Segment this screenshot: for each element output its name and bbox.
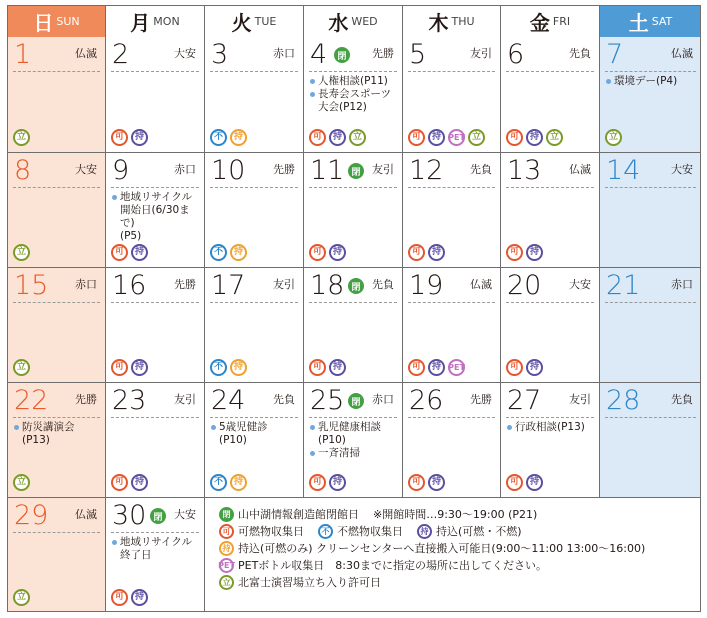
rokuyo-label: 友引 [569, 393, 591, 406]
burnable-icon: 可 [111, 474, 128, 491]
pet-bottle-icon: PET [219, 558, 234, 573]
day-cell[interactable] [106, 498, 205, 612]
day-number: 25 [310, 385, 345, 416]
collection-icons [13, 589, 30, 606]
bring-in-burnable-icon: 持 [230, 359, 247, 376]
rokuyo-label: 赤口 [174, 163, 196, 176]
weekday-header-wed [304, 6, 403, 37]
divider [506, 71, 594, 72]
rokuyo-label: 大安 [174, 47, 196, 60]
entry-permitted-icon: 立 [349, 129, 366, 146]
divider [506, 187, 594, 188]
collection-icons [309, 129, 366, 146]
legend-mochi: 持込(可燃・不燃) [436, 525, 522, 538]
collection-icons [309, 244, 346, 261]
rokuyo-label: 先勝 [273, 163, 295, 176]
event-item: 行政相談(P13) [506, 421, 596, 434]
day-number: 4 [310, 39, 328, 70]
event-list [605, 75, 698, 88]
day-number: 3 [211, 39, 229, 70]
legend-mochi2-row [219, 540, 697, 557]
divider [111, 532, 199, 533]
divider [13, 71, 100, 72]
legend-pet-row [219, 557, 697, 574]
entry-permitted-icon: 立 [13, 589, 30, 606]
legend-pet: PETボトル収集日 8:30までに指定の場所に出してください。 [238, 559, 548, 572]
burnable-icon: 可 [408, 244, 425, 261]
rokuyo-label: 赤口 [671, 278, 693, 291]
rokuyo-label: 友引 [174, 393, 196, 406]
rokuyo-label: 先負 [470, 163, 492, 176]
burnable-icon: 可 [408, 129, 425, 146]
weekday-kanji: 日 [33, 11, 54, 35]
burnable-icon: 可 [111, 359, 128, 376]
collection-icons [408, 474, 445, 491]
entry-permitted-icon: 立 [468, 129, 485, 146]
divider [605, 71, 696, 72]
event-item: 地域リサイクル 開始日(6/30まで) (P5) [111, 191, 201, 243]
burnable-icon: 可 [506, 129, 523, 146]
legend-mochi2: 持込(可燃のみ) クリーンセンターへ直接搬入可能日(9:00～11:00 13:00～16:00) [238, 542, 646, 555]
burnable-icon: 可 [408, 474, 425, 491]
day-number: 26 [409, 385, 444, 416]
rokuyo-label: 赤口 [273, 47, 295, 60]
day-cell[interactable] [205, 153, 304, 268]
legend-closed [219, 506, 697, 523]
calendar [7, 5, 701, 612]
burnable-icon: 可 [309, 359, 326, 376]
burnable-icon: 可 [506, 359, 523, 376]
rokuyo-label: 大安 [671, 163, 693, 176]
collection-icons [210, 359, 247, 376]
rokuyo-label: 大安 [174, 508, 196, 521]
day-cell[interactable] [304, 268, 403, 383]
day-number: 7 [606, 39, 624, 70]
weekday-english: THU [451, 15, 475, 28]
day-number: 20 [507, 270, 542, 301]
event-item: 人権相談(P11) [309, 75, 399, 88]
bring-in-icon: 持 [329, 359, 346, 376]
bring-in-burnable-icon: 持 [219, 541, 234, 556]
day-cell[interactable] [8, 268, 106, 383]
weekday-kanji: 月 [130, 11, 151, 35]
day-number: 5 [409, 39, 427, 70]
bring-in-icon: 持 [428, 244, 445, 261]
collection-icons [408, 359, 465, 376]
rokuyo-label: 先勝 [75, 393, 97, 406]
weekday-kanji: 金 [529, 11, 550, 35]
day-number: 28 [606, 385, 641, 416]
divider [408, 187, 495, 188]
divider [506, 417, 594, 418]
weekday-kanji: 火 [231, 11, 252, 35]
bring-in-burnable-icon: 持 [230, 244, 247, 261]
closed-day-icon: 閉 [348, 278, 364, 294]
nonburnable-icon: 不 [210, 359, 227, 376]
rokuyo-label: 友引 [470, 47, 492, 60]
divider [408, 71, 495, 72]
weekday-header-fri [501, 6, 600, 37]
weekday-english: WED [351, 15, 378, 28]
divider [111, 302, 199, 303]
day-cell[interactable] [501, 153, 600, 268]
day-cell[interactable] [205, 268, 304, 383]
event-list [309, 421, 399, 460]
day-cell[interactable] [205, 383, 304, 498]
collection-icons [111, 244, 148, 261]
collection-icons [210, 244, 247, 261]
event-item: 環境デー(P4) [605, 75, 698, 88]
rokuyo-label: 先負 [569, 47, 591, 60]
rokuyo-label: 先負 [671, 393, 693, 406]
legend [211, 502, 701, 612]
nonburnable-icon: 不 [318, 524, 333, 539]
day-cell[interactable] [403, 37, 501, 153]
bring-in-icon: 持 [526, 244, 543, 261]
closed-day-icon: 閉 [348, 393, 364, 409]
divider [605, 187, 696, 188]
divider [309, 71, 397, 72]
bring-in-icon: 持 [428, 359, 445, 376]
rokuyo-label: 大安 [569, 278, 591, 291]
bring-in-icon: 持 [131, 129, 148, 146]
legend-ok: 北富士演習場立ち入り許可日 [238, 576, 381, 589]
day-cell[interactable] [106, 153, 205, 268]
burnable-icon: 可 [111, 589, 128, 606]
bring-in-icon: 持 [428, 474, 445, 491]
entry-permitted-icon: 立 [13, 244, 30, 261]
bring-in-icon: 持 [417, 524, 432, 539]
day-cell[interactable] [8, 153, 106, 268]
event-item: 長寿会スポーツ 大会(P12) [309, 88, 399, 114]
divider [605, 417, 696, 418]
day-cell[interactable] [501, 383, 600, 498]
day-number: 8 [14, 155, 32, 186]
closed-day-icon: 閉 [348, 163, 364, 179]
day-number: 1 [14, 39, 32, 70]
weekday-english: FRI [552, 15, 571, 28]
burnable-icon: 可 [309, 474, 326, 491]
collection-icons [210, 129, 247, 146]
day-number: 14 [606, 155, 641, 186]
weekday-kanji: 木 [428, 11, 449, 35]
event-list [210, 421, 300, 447]
event-list [111, 536, 201, 562]
rokuyo-label: 先負 [273, 393, 295, 406]
divider [111, 417, 199, 418]
weekday-kanji: 水 [328, 11, 349, 35]
rokuyo-label: 仏滅 [470, 278, 492, 291]
day-cell[interactable] [8, 37, 106, 153]
day-number: 9 [112, 155, 130, 186]
collection-icons [13, 129, 30, 146]
bring-in-icon: 持 [329, 129, 346, 146]
collection-icons [506, 129, 563, 146]
collection-icons [210, 474, 247, 491]
day-number: 22 [14, 385, 49, 416]
day-cell[interactable] [106, 268, 205, 383]
closed-icon: 閉 [219, 507, 234, 522]
entry-permitted-icon: 立 [219, 575, 234, 590]
collection-icons [506, 359, 543, 376]
divider [408, 302, 495, 303]
bring-in-icon: 持 [329, 244, 346, 261]
bring-in-icon: 持 [131, 589, 148, 606]
weekday-english: TUE [254, 15, 277, 28]
day-number: 6 [507, 39, 525, 70]
day-number: 10 [211, 155, 246, 186]
divider [111, 187, 199, 188]
weekday-header-sat [600, 6, 701, 37]
divider [210, 302, 298, 303]
day-cell[interactable] [106, 37, 205, 153]
rokuyo-label: 仏滅 [569, 163, 591, 176]
collection-icons [13, 359, 30, 376]
day-cell[interactable] [600, 153, 701, 268]
legend-closed-text: 山中湖情報創造館閉館日 [238, 508, 359, 521]
entry-permitted-icon: 立 [13, 359, 30, 376]
day-cell[interactable] [600, 268, 701, 383]
weekday-english: SUN [56, 15, 80, 28]
entry-permitted-icon: 立 [13, 474, 30, 491]
collection-icons [408, 129, 485, 146]
day-number: 12 [409, 155, 444, 186]
rokuyo-label: 仏滅 [75, 47, 97, 60]
weekday-header-sun [8, 6, 106, 37]
nonburnable-icon: 不 [210, 129, 227, 146]
legend-row-2 [219, 523, 697, 540]
day-cell[interactable] [403, 268, 501, 383]
weekday-kanji: 土 [628, 11, 649, 35]
weekday-header-thu [403, 6, 501, 37]
divider [13, 532, 100, 533]
event-item: 5歳児健診 (P10) [210, 421, 300, 447]
pet-bottle-icon: PET [448, 359, 465, 376]
rokuyo-label: 赤口 [372, 393, 394, 406]
event-list [309, 75, 399, 114]
legend-ok-row [219, 574, 697, 591]
divider [13, 187, 100, 188]
weekday-header-tue [205, 6, 304, 37]
day-number: 13 [507, 155, 542, 186]
day-number: 29 [14, 500, 49, 531]
bring-in-icon: 持 [131, 244, 148, 261]
day-number: 30 [112, 500, 147, 531]
bring-in-icon: 持 [329, 474, 346, 491]
burnable-icon: 可 [408, 359, 425, 376]
divider [408, 417, 495, 418]
rokuyo-label: 大安 [75, 163, 97, 176]
pet-bottle-icon: PET [448, 129, 465, 146]
nonburnable-icon: 不 [210, 244, 227, 261]
bring-in-icon: 持 [131, 359, 148, 376]
day-cell[interactable] [205, 37, 304, 153]
day-cell[interactable] [8, 383, 106, 498]
event-item: 防災講演会 (P13) [13, 421, 102, 447]
divider [309, 417, 397, 418]
day-number: 15 [14, 270, 49, 301]
day-number: 19 [409, 270, 444, 301]
burnable-icon: 可 [309, 244, 326, 261]
day-number: 11 [310, 155, 345, 186]
divider [210, 187, 298, 188]
day-number: 21 [606, 270, 641, 301]
divider [13, 417, 100, 418]
rokuyo-label: 仏滅 [75, 508, 97, 521]
burnable-icon: 可 [219, 524, 234, 539]
day-number: 27 [507, 385, 542, 416]
collection-icons [13, 244, 30, 261]
collection-icons [506, 474, 543, 491]
collection-icons [506, 244, 543, 261]
bring-in-burnable-icon: 持 [230, 474, 247, 491]
bring-in-icon: 持 [526, 129, 543, 146]
divider [605, 302, 696, 303]
entry-permitted-icon: 立 [546, 129, 563, 146]
rokuyo-label: 先勝 [372, 47, 394, 60]
entry-permitted-icon: 立 [605, 129, 622, 146]
collection-icons [13, 474, 30, 491]
weekday-header-mon [106, 6, 205, 37]
weekday-english: SAT [651, 15, 673, 28]
closed-day-icon: 閉 [334, 47, 350, 63]
collection-icons [309, 474, 346, 491]
day-number: 23 [112, 385, 147, 416]
day-number: 17 [211, 270, 246, 301]
legend-kanen: 可燃物収集日 [238, 525, 304, 538]
event-list [506, 421, 596, 434]
bring-in-burnable-icon: 持 [230, 129, 247, 146]
burnable-icon: 可 [506, 244, 523, 261]
rokuyo-label: 赤口 [75, 278, 97, 291]
nonburnable-icon: 不 [210, 474, 227, 491]
rokuyo-label: 仏滅 [671, 47, 693, 60]
legend-funen: 不燃物収集日 [337, 525, 403, 538]
event-list [13, 421, 102, 447]
divider [506, 302, 594, 303]
day-cell[interactable] [403, 383, 501, 498]
day-cell[interactable] [304, 37, 403, 153]
day-number: 24 [211, 385, 246, 416]
day-cell[interactable] [600, 383, 701, 498]
entry-permitted-icon: 立 [13, 129, 30, 146]
burnable-icon: 可 [111, 129, 128, 146]
legend-closed-note: ※開館時間…9:30～19:00 (P21) [373, 508, 538, 521]
day-number: 16 [112, 270, 147, 301]
day-cell[interactable] [304, 383, 403, 498]
bring-in-icon: 持 [526, 359, 543, 376]
divider [309, 187, 397, 188]
bring-in-icon: 持 [131, 474, 148, 491]
divider [210, 71, 298, 72]
collection-icons [408, 244, 445, 261]
burnable-icon: 可 [111, 244, 128, 261]
day-number: 2 [112, 39, 130, 70]
rokuyo-label: 先勝 [470, 393, 492, 406]
burnable-icon: 可 [506, 474, 523, 491]
collection-icons [111, 474, 148, 491]
divider [210, 417, 298, 418]
rokuyo-label: 先負 [372, 278, 394, 291]
day-cell[interactable] [600, 37, 701, 153]
bring-in-icon: 持 [526, 474, 543, 491]
day-cell[interactable] [304, 153, 403, 268]
day-cell[interactable] [106, 383, 205, 498]
day-cell[interactable] [501, 37, 600, 153]
rokuyo-label: 友引 [273, 278, 295, 291]
rokuyo-label: 友引 [372, 163, 394, 176]
day-cell[interactable] [403, 153, 501, 268]
divider [13, 302, 100, 303]
bring-in-icon: 持 [428, 129, 445, 146]
divider [309, 302, 397, 303]
collection-icons [111, 359, 148, 376]
divider [111, 71, 199, 72]
collection-icons [111, 129, 148, 146]
day-cell[interactable] [501, 268, 600, 383]
collection-icons [111, 589, 148, 606]
collection-icons [309, 359, 346, 376]
burnable-icon: 可 [309, 129, 326, 146]
rokuyo-label: 先勝 [174, 278, 196, 291]
weekday-english: MON [153, 15, 180, 28]
event-item: 一斉清掃 [309, 447, 399, 460]
event-item: 地域リサイクル 終了日 [111, 536, 201, 562]
day-cell[interactable] [8, 498, 106, 612]
event-list [111, 191, 201, 243]
day-number: 18 [310, 270, 345, 301]
closed-day-icon: 閉 [150, 508, 166, 524]
collection-icons [605, 129, 622, 146]
event-item: 乳児健康相談 (P10) [309, 421, 399, 447]
